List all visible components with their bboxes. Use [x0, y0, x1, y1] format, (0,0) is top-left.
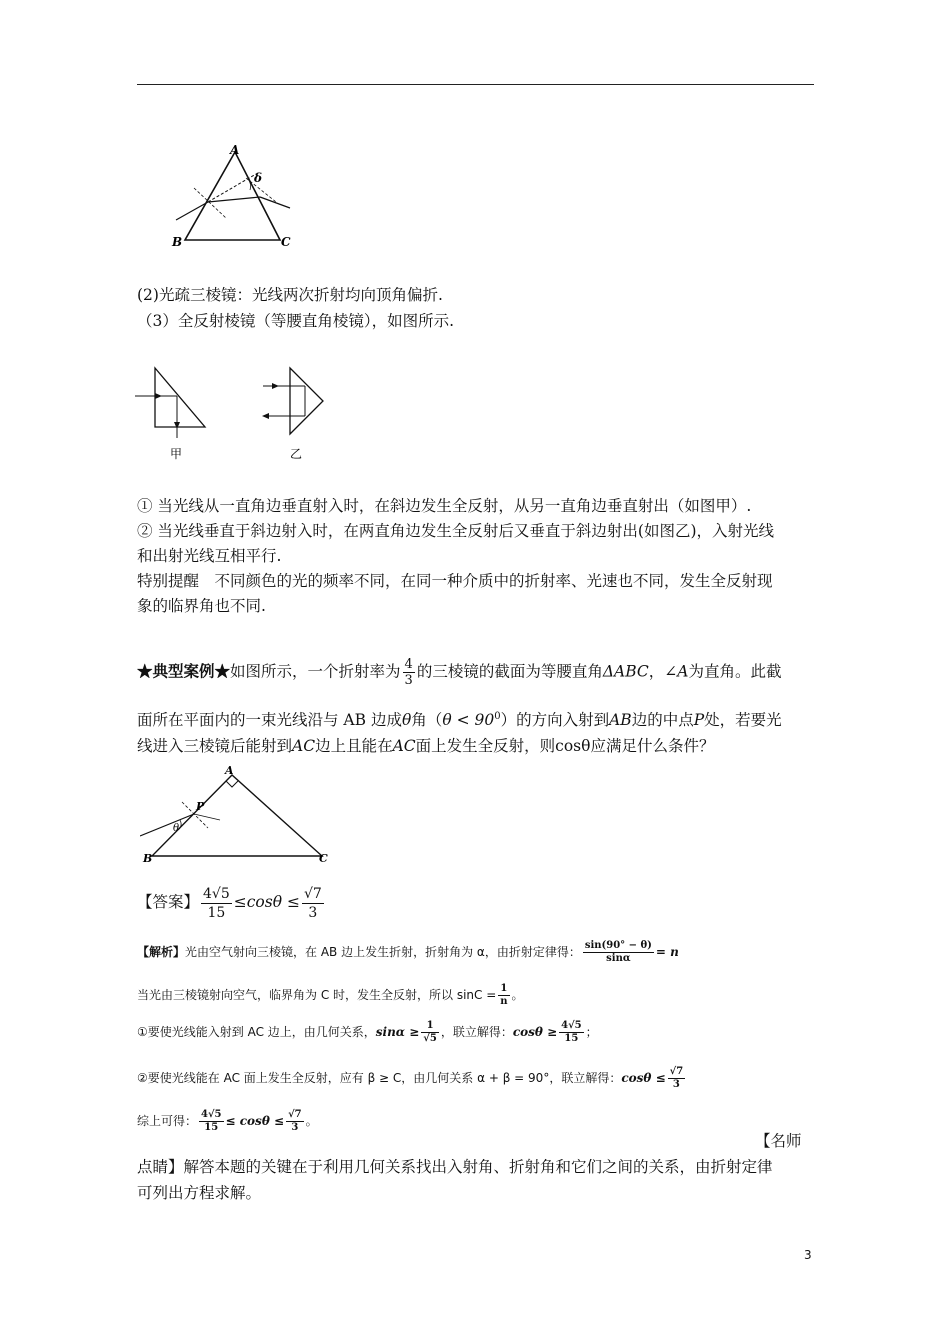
list-item-1: ① 当光线从一直角边垂直射入时，在斜边发生全反射，从另一直角边垂直射出（如图甲）.	[137, 497, 752, 515]
answer-line: 【答案】 $\frac{4√5}{15}$ ≤cosθ ≤ $\frac{√7}{3}$	[137, 885, 322, 921]
tip-label-start: 【名师	[755, 1132, 802, 1150]
refractive-index-fraction: $\frac{4}{3}$	[404, 657, 413, 688]
vertex-C-label: C	[281, 235, 291, 249]
paragraph-total-reflection-prism: （3）全反射棱镜（等腰直角棱镜），如图所示.	[137, 312, 455, 330]
case-title: ★典型案例★	[137, 661, 231, 681]
point-P-label: P	[196, 800, 205, 813]
theta-label: θ	[173, 823, 180, 834]
vertex-C-label: C	[319, 852, 328, 865]
analysis-line-5: 综上可得： $\frac{4√5}{15}$ ≤ cosθ ≤ $\frac{√7}{3}$ 。	[137, 1109, 318, 1133]
vertex-B-label: B	[143, 852, 153, 865]
paragraph-sparse-prism: (2)光疏三棱镜：光线两次折射均向顶角偏折.	[137, 286, 443, 304]
tip-line-1: 点睛】解答本题的关键在于利用几何关系找出入射角、折射角和它们之间的关系，由折射定律	[137, 1158, 773, 1176]
header-rule	[137, 84, 814, 85]
vertex-B-label: B	[172, 235, 183, 249]
analysis-line-3: ①要使光线能入射到 AC 边上，由几何关系，sinα ≥ $\frac{1}{√5}$ ，联立解得：cosθ ≥ $\frac{4√5}{15}$ ；	[137, 1020, 598, 1044]
figure-yi-label: 乙	[290, 447, 303, 461]
analysis-line-4: ②要使光线能在 AC 面上发生全反射，应有 β ≥ C，由几何关系 α + β = 90°，联立解得：cosθ ≤ $\frac{√7}{3}$	[137, 1066, 684, 1090]
delta-label: δ	[254, 171, 263, 185]
case-line-2: 面所在平面内的一束光线沿与 AB 边成θ角$(\theta < 90^0)$的方向入射到AB边的中点P处，若要光	[137, 711, 782, 730]
case-line-3: 线进入三棱镜后能射到AC边上且能在AC面上发生全反射，则cosθ应满足什么条件？	[137, 737, 715, 755]
vertex-A-label: A	[230, 143, 240, 157]
total-reflection-prisms-figure	[135, 362, 335, 466]
special-note-line-1: 特别提醒 不同颜色的光的频率不同，在同一种介质中的折射率、光速也不同，发生全反射现	[137, 572, 773, 590]
list-item-2-line-1: ② 当光线垂直于斜边射入时，在两直角边发生全反射后又垂直于斜边射出(如图乙)，入射光线	[137, 522, 775, 540]
special-note-line-2: 象的临界角也不同.	[137, 597, 266, 615]
figure-jia-label: 甲	[170, 447, 183, 461]
case-triangle-figure	[140, 764, 340, 868]
case-line-1: ★典型案例★如图所示，一个折射率为 $\frac{4}{3}$ 的三棱镜的截面为等腰直角ΔABC，∠A为直角。此截	[137, 657, 782, 688]
analysis-line-1: 【解析】光由空气射向三棱镜，在 AB 边上发生折射，折射角为 α，由折射定律得： $\frac{\sin(90^\circ - \theta)}{\sin\alpha}$ = n	[137, 940, 679, 964]
analysis-line-2: 当光由三棱镜射向空气，临界角为 C 时，发生全反射，所以 sinC = $\frac{1}{n}$ 。	[137, 983, 524, 1007]
page-number: 3	[804, 1248, 812, 1262]
prism-deviation-figure	[168, 140, 298, 252]
vertex-A-label: A	[225, 764, 234, 777]
tip-line-2: 可列出方程求解。	[137, 1184, 262, 1202]
list-item-2-line-2: 和出射光线互相平行.	[137, 547, 282, 565]
